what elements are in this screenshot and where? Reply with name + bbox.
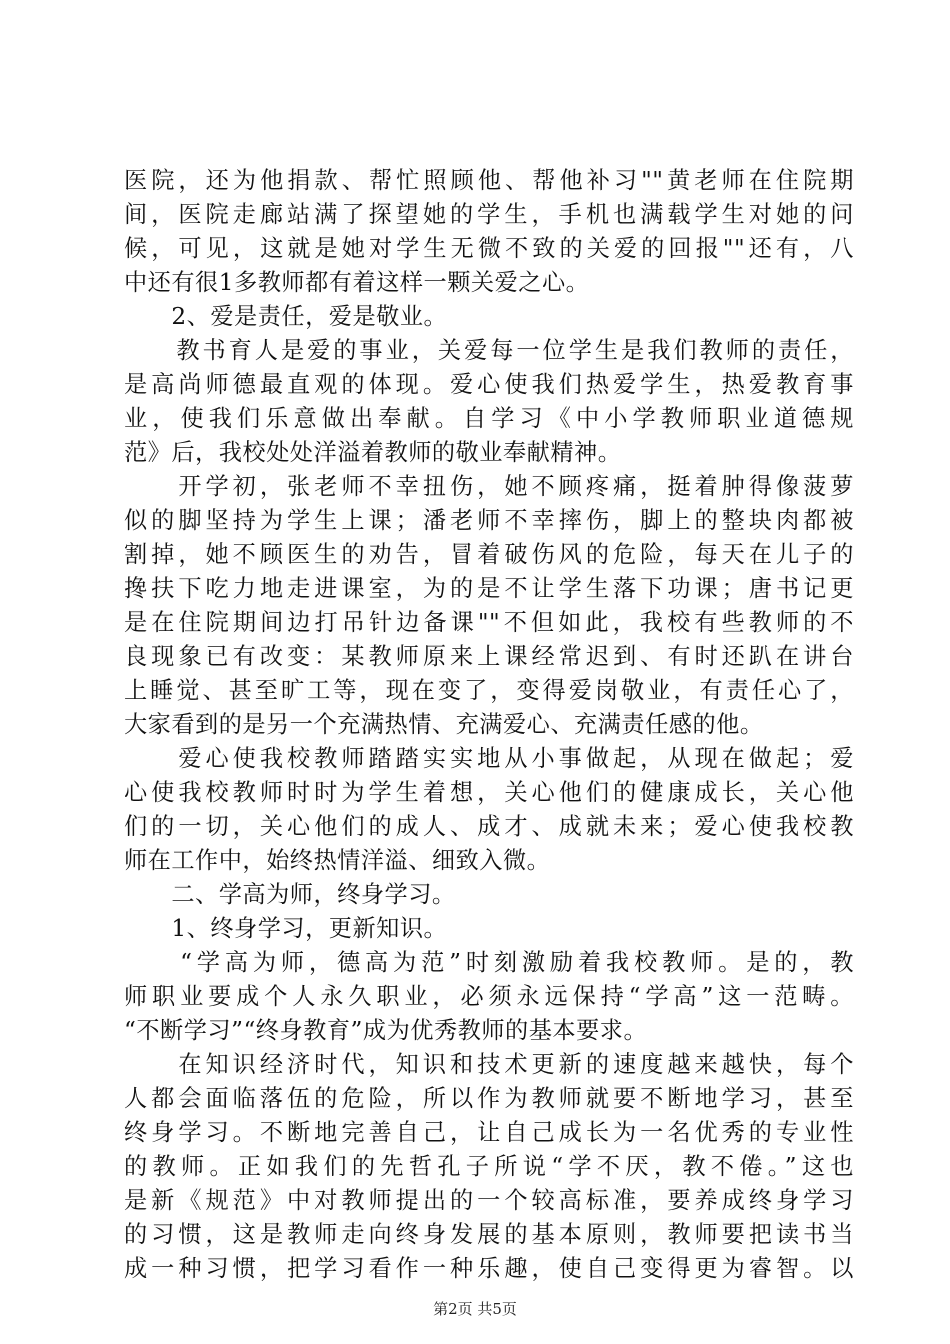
text-line: 爱心使我校教师踏踏实实地从小事做起，从现在做起；爱 <box>124 745 854 772</box>
text-line: 中还有很1多教师都有着这样一颗关爱之心。 <box>124 269 590 296</box>
text-line: 心使我校教师时时为学生着想，关心他们的健康成长，关心他 <box>124 779 854 806</box>
text-line: 间，医院走廊站满了探望她的学生，手机也满载学生对她的问 <box>124 201 854 228</box>
text-line: 们的一切，关心他们的成人、成才、成就未来；爱心使我校教 <box>124 813 854 840</box>
text-line: 在知识经济时代，知识和技术更新的速度越来越快，每个 <box>124 1051 854 1078</box>
text-line: 割掉，她不顾医生的劝告，冒着破伤风的危险，每天在儿子的 <box>124 541 854 568</box>
text-line: 是在住院期间边打吊针边备课""不但如此，我校有些教师的不 <box>124 609 854 636</box>
text-line: 人都会面临落伍的危险，所以作为教师就要不断地学习，甚至 <box>124 1085 854 1112</box>
text-line: 二、学高为师，终身学习。 <box>124 881 456 908</box>
text-line: 的教师。正如我们的先哲孔子所说“学不厌，教不倦。”这也 <box>124 1153 854 1180</box>
page-footer: 第2页 共5页 <box>433 1300 517 1318</box>
text-line: 是新《规范》中对教师提出的一个较高标准，要养成终身学习 <box>124 1187 854 1214</box>
text-line: “不断学习”“终身教育”成为优秀教师的基本要求。 <box>124 1017 648 1044</box>
text-line: 大家看到的是另一个充满热情、充满爱心、充满责任感的他。 <box>124 711 764 738</box>
text-line: 师在工作中，始终热情洋溢、细致入微。 <box>124 847 551 874</box>
text-line: 似的脚坚持为学生上课；潘老师不幸摔伤，脚上的整块肉都被 <box>124 507 854 534</box>
text-line: “学高为师，德高为范”时刻激励着我校教师。是的，教 <box>124 949 854 976</box>
text-line: 教书育人是爱的事业，关爱每一位学生是我们教师的责任， <box>124 337 854 364</box>
text-line: 搀扶下吃力地走进课室，为的是不让学生落下功课；唐书记更 <box>124 575 854 602</box>
text-line: 是高尚师德最直观的体现。爱心使我们热爱学生，热爱教育事 <box>124 371 854 398</box>
text-line: 的习惯，这是教师走向终身发展的基本原则，教师要把读书当 <box>124 1221 854 1248</box>
text-line: 成一种习惯，把学习看作一种乐趣，使自己变得更为睿智。以 <box>124 1255 854 1282</box>
document-body <box>124 164 854 1286</box>
text-line: 良现象已有改变：某教师原来上课经常迟到、有时还趴在讲台 <box>124 643 854 670</box>
text-line: 候，可见，这就是她对学生无微不致的关爱的回报""还有，八 <box>124 235 854 262</box>
text-line: 范》后，我校处处洋溢着教师的敬业奉献精神。 <box>124 439 622 466</box>
text-line: 师职业要成个人永久职业，必须永远保持“学高”这一范畴。 <box>124 983 854 1010</box>
text-line: 2、爱是责任，爱是敬业。 <box>124 303 448 330</box>
text-line: 医院，还为他捐款、帮忙照顾他、帮他补习""黄老师在住院期 <box>124 167 854 194</box>
text-line: 1、终身学习，更新知识。 <box>124 915 448 942</box>
text-line: 上睡觉、甚至旷工等，现在变了，变得爱岗敬业，有责任心了， <box>124 677 854 704</box>
text-line: 终身学习。不断地完善自己，让自己成长为一名优秀的专业性 <box>124 1119 854 1146</box>
text-line: 业，使我们乐意做出奉献。自学习《中小学教师职业道德规 <box>124 405 854 432</box>
text-line: 开学初，张老师不幸扭伤，她不顾疼痛，挺着肿得像菠萝 <box>124 473 854 500</box>
